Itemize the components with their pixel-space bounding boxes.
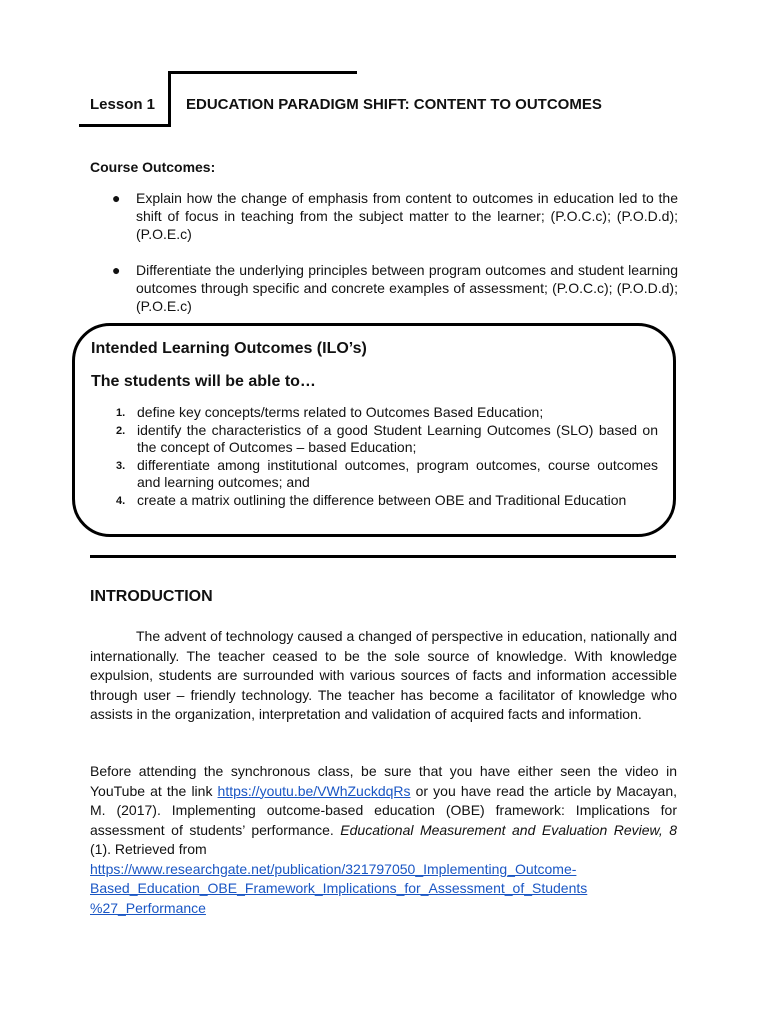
article-link[interactable]: %27_Performance [90,899,206,916]
section-divider [90,555,676,558]
lesson-title: EDUCATION PARADIGM SHIFT: CONTENT TO OUTCOMES [186,96,602,113]
course-outcome-text: Differentiate the underlying principles between program outcomes and student learning outcomes through specific and concrete examples of assessment; (P.O.C.c); (P.O.D.d); (P.O.E.c) [136,262,678,314]
paragraph-text: Before attending the synchronous class, be sure that you have either seen the video in YouTube at the link [90,763,677,799]
list-item [116,404,658,422]
ilo-text: create a matrix outlining the difference between OBE and Traditional Education [137,491,627,508]
list-item [116,457,658,492]
paragraph-text: or you have read the article by Macayan, M. (2017). Implementing outcome-based education (OBE) framework: Implications for assessment of students’ performance. [90,782,677,838]
youtube-link[interactable]: https://youtu.be/VWhZuckdqRs [217,782,411,799]
article-link[interactable]: https://www.researchgate.net/publication/321797050_Implementing_Outcome- [90,860,577,877]
header-frame-top-line [168,71,357,74]
course-outcome-text: Explain how the change of emphasis from content to outcomes in education led to the shift of focus in teaching from the subject matter to the learner; (P.O.C.c); (P.O.D.d); (P.O.E.c) [136,190,678,242]
course-outcomes-list [112,189,678,315]
ilo-number: 2. [116,424,126,437]
header-frame-bottom-line [79,124,171,127]
instructions-paragraph [90,762,677,918]
ilo-number: 4. [116,494,126,507]
ilo-title: Intended Learning Outcomes (ILO’s) [91,340,367,357]
lesson-number: Lesson 1 [90,96,156,113]
article-link[interactable]: Based_Education_OBE_Framework_Implications_for_Assessment_of_Students [90,880,588,896]
journal-title: Educational Measurement and Evaluation Review, 8 [340,821,677,838]
list-item [116,492,658,510]
paragraph-text: (1). Retrieved from [90,841,207,857]
ilo-subtitle: The students will be able to… [91,373,316,390]
ilo-text: identify the characteristics of a good Student Learning Outcomes (SLO) based on the concept of Outcomes – based Education; [137,421,658,456]
list-item [116,422,658,457]
bullet-icon: ● [112,262,121,278]
bullet-icon: ● [112,190,121,206]
list-item [112,261,678,315]
ilo-number: 1. [116,407,126,419]
ilo-text: differentiate among institutional outcomes, program outcomes, course outcomes and learning outcomes; and [137,456,658,491]
introduction-heading: INTRODUCTION [90,588,213,605]
list-item [112,189,678,243]
course-outcomes-heading: Course Outcomes: [90,159,216,175]
ilo-list [116,404,658,510]
ilo-text: define key concepts/terms related to Outcomes Based Education; [137,404,544,420]
header-frame-divider [168,71,171,127]
ilo-number: 3. [116,459,126,472]
introduction-paragraph: The advent of technology caused a changed of perspective in education, nationally and internationally. The teacher ceased to be the sole source of knowledge. With knowledge expulsion, students are surrounded with various sources of facts and information accessible through user – friendly technology. The teacher has become a facilitator of knowledge who assists in the organization, interpretation and validation of acquired facts and information. [90,628,677,722]
